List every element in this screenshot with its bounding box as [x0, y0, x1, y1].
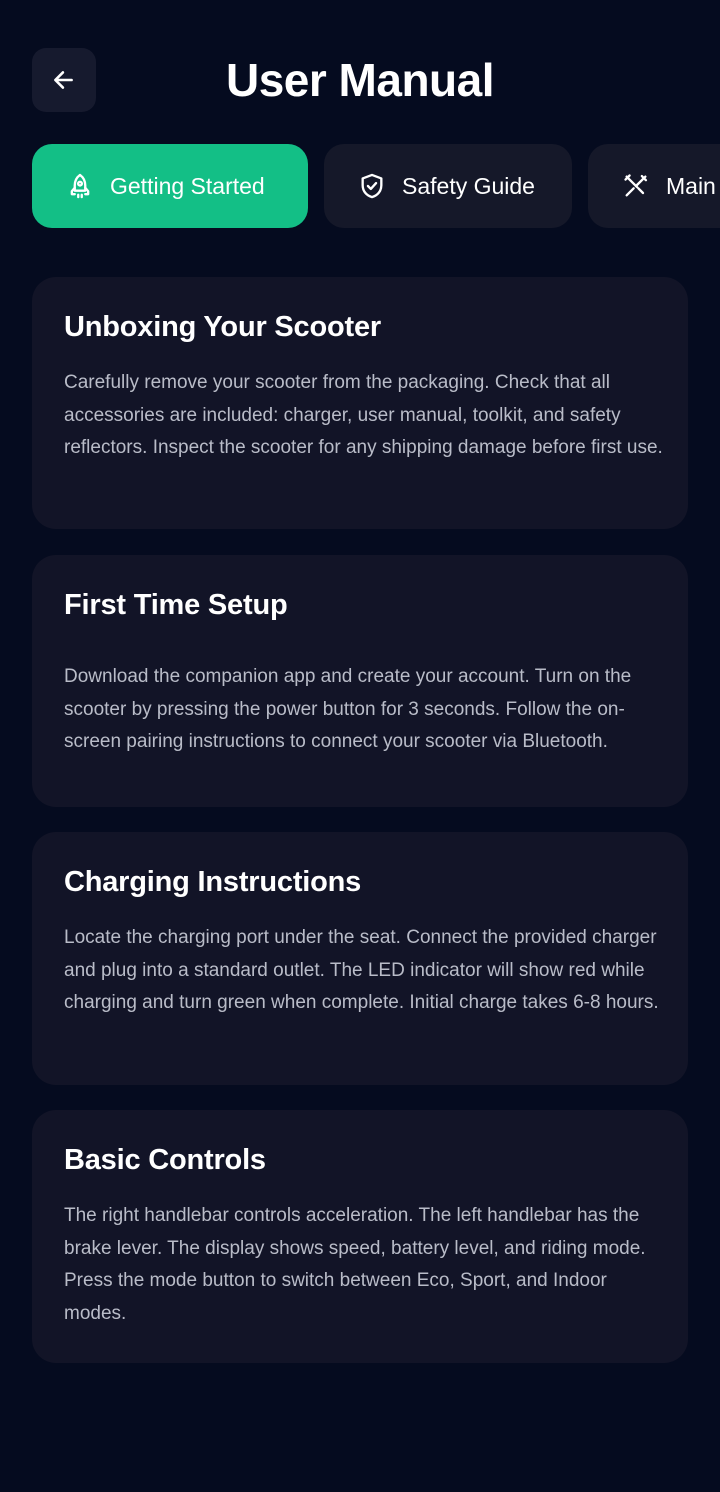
section-body: Locate the charging port under the seat. Connect the provided charger and plug into a standard outlet. The LED indicator will show red while charging and turn green when complete. Initial charge takes 6-8 hours.	[64, 927, 659, 1014]
tools-icon	[622, 172, 650, 200]
section-title: Unboxing Your Scooter	[64, 311, 381, 343]
tab-label: Getting Started	[110, 172, 265, 199]
section-body: Carefully remove your scooter from the packaging. Check that all accessories are included: charger, user manual, toolkit, and safety reflectors. Inspect the scooter for any shipping damage before first use.	[64, 372, 663, 459]
tab-label: Main	[666, 172, 716, 199]
header	[0, 0, 720, 140]
tab-maintenance[interactable]	[588, 144, 720, 228]
section-body: Download the companion app and create your account. Turn on the scooter by pressing the power button for 3 seconds. Follow the on-screen pairing instructions to connect your scooter via Bluetooth.	[64, 666, 632, 753]
tab-bar	[32, 144, 720, 228]
tab-getting-started[interactable]	[32, 144, 308, 228]
shield-check-icon	[358, 172, 386, 200]
page-title: User Manual	[225, 54, 495, 106]
rocket-icon	[66, 172, 94, 200]
section-card-charging	[32, 832, 688, 1085]
tab-label: Safety Guide	[402, 172, 535, 199]
section-title: Basic Controls	[64, 1144, 266, 1176]
tab-safety-guide[interactable]	[324, 144, 572, 228]
section-card-first-time-setup	[32, 555, 688, 807]
section-body: The right handlebar controls acceleration. The left handlebar has the brake lever. The display shows speed, battery level, and riding mode. Press the mode button to switch between Eco, Sport, and Indoor modes.	[64, 1205, 646, 1324]
section-title: Charging Instructions	[64, 866, 362, 898]
section-card-unboxing	[32, 277, 688, 529]
section-title: First Time Setup	[64, 589, 288, 621]
section-card-basic-controls	[32, 1110, 688, 1363]
